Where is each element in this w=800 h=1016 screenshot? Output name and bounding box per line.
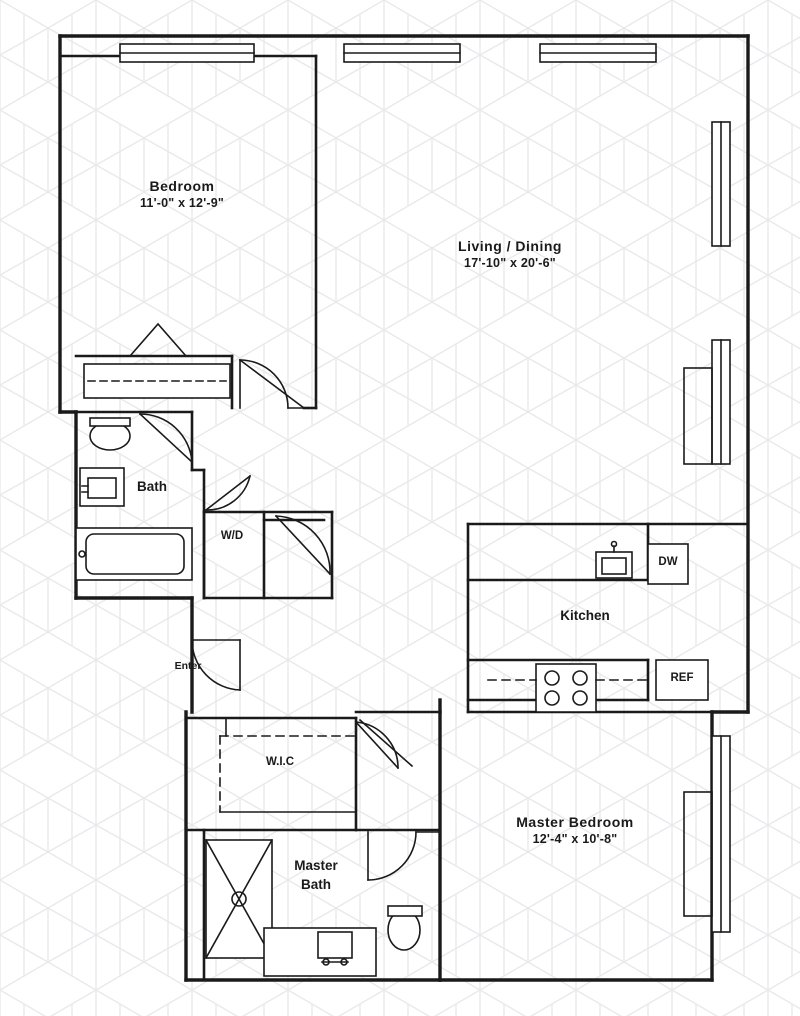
washer-dryer-label: W/D [220,530,244,542]
dishwasher-label: DW [658,556,678,568]
room-name: Kitchen [560,608,610,623]
room-name-line1: Master [294,858,338,873]
room-name: Living / Dining [458,238,562,254]
entry-label: Enter [174,660,202,672]
room-name: Bedroom [149,178,215,194]
room-name: Master Bedroom [516,814,634,830]
room-name: Bath [137,479,167,494]
room-dimensions: 17'-10" x 20'-6" [464,256,556,270]
room-dimensions: 12'-4" x 10'-8" [532,832,618,846]
room-name-line2: Bath [301,877,331,892]
refrigerator-label: REF [670,672,694,684]
room-dimensions: 11'-0" x 12'-9" [139,196,225,210]
walk-in-closet-label: W.I.C [265,756,295,768]
